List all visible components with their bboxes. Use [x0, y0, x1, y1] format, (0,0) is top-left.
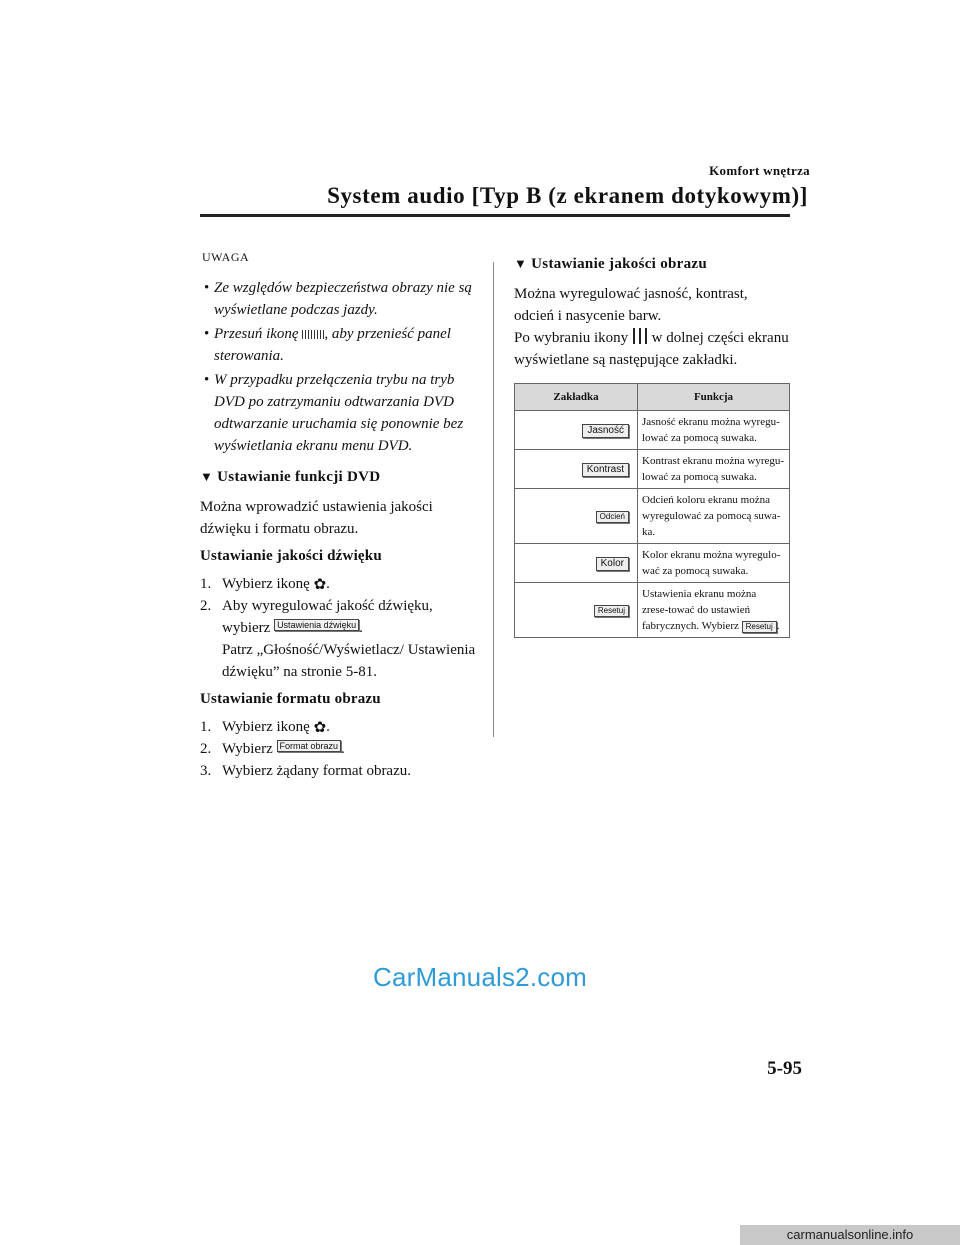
table-cell: Ustawienia ekranu można zrese-tować do ustawień fabrycznych. Wybierz Resetuj . — [638, 583, 790, 638]
brightness-tab-button: Jasność — [582, 424, 629, 438]
table-cell: Odcień koloru ekranu można wyregulować za pomocą suwa-ka. — [638, 489, 790, 544]
tabs-table — [514, 383, 790, 638]
column-header-function: Funkcja — [638, 384, 790, 411]
column-header-tab: Zakładka — [515, 384, 638, 411]
reset-tab-button: Resetuj — [594, 605, 629, 617]
note-list — [200, 277, 480, 457]
triangle-down-icon: ▼ — [200, 469, 214, 484]
bullet-icon: • — [204, 326, 210, 342]
watermark-logo: CarManuals2.com — [373, 962, 587, 992]
page-title: System audio [Typ B (z ekranem dotykowym)] — [327, 183, 808, 208]
header-rule — [200, 214, 790, 217]
table-row — [515, 411, 790, 450]
table-row — [515, 544, 790, 583]
section-heading-image: ▼ Ustawianie jakości obrazu — [514, 256, 708, 272]
column-divider — [493, 262, 494, 737]
triangle-down-icon: ▼ — [514, 256, 528, 271]
image-intro-2: Po wybraniu ikony w dolnej części ekranu wyświetlane są następujące zakładki. — [514, 330, 789, 368]
bullet-icon: • — [204, 372, 210, 388]
subheading-sound: Ustawianie jakości dźwięku — [200, 548, 382, 564]
contrast-tab-button: Kontrast — [582, 463, 629, 477]
tint-tab-button: Odcień — [596, 511, 629, 523]
table-header-row — [515, 384, 790, 411]
image-format-button: Format obrazu — [277, 740, 342, 752]
table-cell: Kolor ekranu można wyregulo-wać za pomocą suwaka. — [638, 544, 790, 583]
table-row — [515, 583, 790, 638]
note-item: • Ze względów bezpieczeństwa obrazy nie są wyświetlane podczas jazdy. — [200, 277, 480, 321]
format-steps — [200, 716, 480, 782]
note-title: UWAGA — [202, 250, 250, 264]
chapter-label: Komfort wnętrza — [709, 163, 810, 178]
table-row — [515, 450, 790, 489]
section-heading-dvd: ▼ Ustawianie funkcji DVD — [200, 469, 381, 485]
note-item: • Przesuń ikonę , aby przenieść panel sterowania. — [200, 323, 480, 367]
step-item: 3. Wybierz żądany format obrazu. — [200, 763, 412, 779]
gear-icon: ✿ — [313, 577, 327, 593]
subheading-format: Ustawianie formatu obrazu — [200, 691, 381, 707]
table-cell: Jasność ekranu można wyregu-lować za pomocą suwaka. — [638, 411, 790, 450]
step-item: 1. Wybierz ikonę ✿. — [200, 576, 330, 593]
page-number: 5-95 — [767, 1058, 802, 1079]
equalizer-icon — [632, 328, 648, 344]
gear-icon: ✿ — [313, 720, 327, 736]
color-tab-button: Kolor — [596, 557, 629, 571]
reset-inline-button: Resetuj — [742, 621, 777, 633]
table-cell: Kontrast ekranu można wyregu-lować za pomocą suwaka. — [638, 450, 790, 489]
dvd-intro: Można wprowadzić ustawienia jakości dźwięku i formatu obrazu. — [200, 499, 433, 537]
step-item: 2. Wybierz Format obrazu . — [200, 741, 345, 757]
sound-steps — [200, 573, 480, 683]
step-item: 2. Aby wyregulować jakość dźwięku, wybierz Ustawienia dźwięku . Patrz „Głośność/Wyświetlacz/ Ustawienia dźwięku” na stronie 5-81. — [200, 598, 476, 680]
table-row — [515, 489, 790, 544]
footer-site-label: carmanualsonline.info — [740, 1225, 960, 1245]
bullet-icon: • — [204, 280, 210, 296]
left-column — [200, 250, 480, 782]
image-intro: Można wyregulować jasność, kontrast, odcień i nasycenie barw. — [514, 286, 748, 324]
drag-handle-icon — [302, 330, 324, 339]
step-item: 1. Wybierz ikonę ✿. — [200, 719, 330, 736]
note-item: • W przypadku przełączenia trybu na tryb DVD po zatrzymaniu odtwarzania DVD odtwarzanie uruchamia się ponownie bez wyświetlania ekranu menu DVD. — [200, 369, 480, 457]
right-column — [514, 256, 790, 638]
sound-settings-button: Ustawienia dźwięku — [274, 619, 359, 631]
